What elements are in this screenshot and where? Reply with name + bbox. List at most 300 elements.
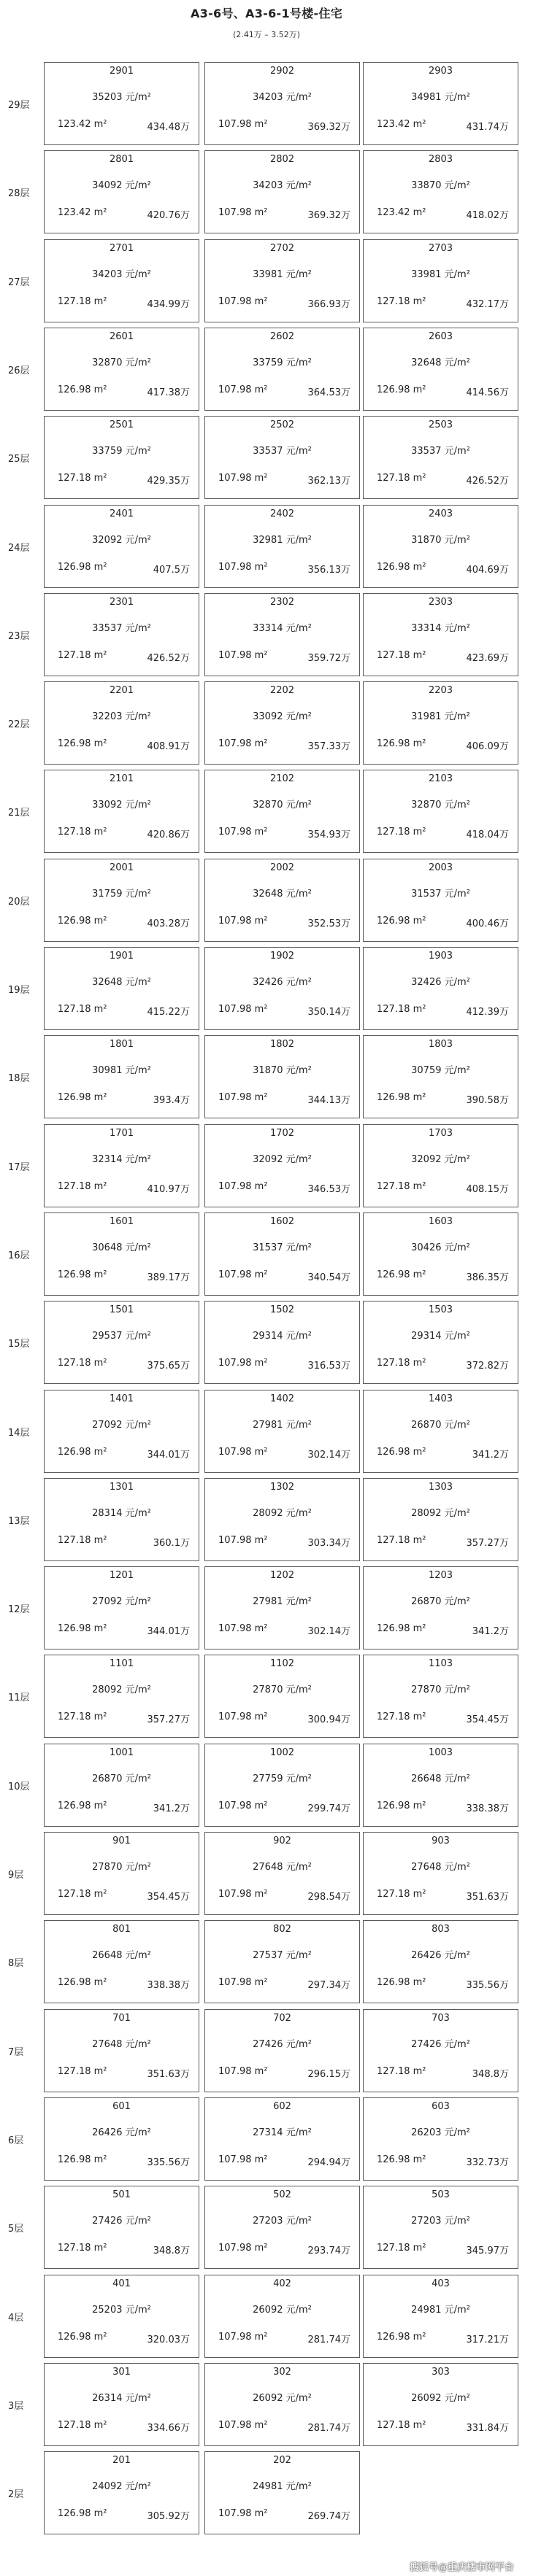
unit-cell[interactable]: [44, 239, 199, 322]
unit-total-price: 293.74万: [307, 2246, 350, 2256]
unit-cell[interactable]: [44, 2097, 199, 2181]
unit-number: 302: [273, 2367, 291, 2378]
floor-row: [0, 1212, 533, 1297]
unit-cell[interactable]: [363, 1301, 518, 1384]
unit-cell[interactable]: [363, 1390, 518, 1473]
unit-cell[interactable]: [204, 1478, 360, 1561]
unit-cell[interactable]: [204, 770, 360, 853]
unit-number: 1303: [428, 1482, 453, 1493]
floor-label: 21层: [8, 808, 30, 819]
unit-total-price: 429.35万: [147, 476, 190, 487]
unit-price: 26092 元/m²: [411, 2393, 470, 2404]
unit-total-price: 302.14万: [307, 1450, 350, 1461]
floor-label: 29层: [8, 100, 30, 111]
floor-label: 13层: [8, 1516, 30, 1527]
unit-area: 107.98 m²: [218, 119, 268, 130]
unit-price: 26203 元/m²: [411, 2127, 470, 2138]
floor-label: 23层: [8, 631, 30, 642]
unit-cell[interactable]: [204, 2097, 360, 2181]
unit-cell[interactable]: [204, 681, 360, 765]
unit-total-price: 418.02万: [466, 210, 509, 221]
unit-number: 403: [432, 2278, 450, 2289]
unit-cell[interactable]: [363, 2097, 518, 2181]
unit-area: 123.42 m²: [377, 207, 426, 218]
unit-area: 107.98 m²: [218, 1535, 268, 1546]
unit-price: 30759 元/m²: [411, 1065, 470, 1076]
unit-cell[interactable]: [44, 1744, 199, 1827]
unit-price: 35203 元/m²: [92, 92, 151, 103]
unit-cell[interactable]: [44, 1301, 199, 1384]
unit-total-price: 316.53万: [307, 1361, 350, 1372]
unit-cell[interactable]: [363, 2363, 518, 2446]
unit-number: 402: [273, 2278, 291, 2289]
unit-cell[interactable]: [204, 328, 360, 411]
unit-total-price: 369.32万: [307, 122, 350, 133]
unit-price: 32981 元/m²: [253, 535, 312, 546]
unit-area: 126.98 m²: [377, 1801, 426, 1811]
unit-cell[interactable]: [204, 150, 360, 233]
unit-number: 2802: [269, 154, 295, 165]
floor-row: [0, 1744, 533, 1828]
unit-cell[interactable]: [204, 239, 360, 322]
floor-row: [0, 2097, 533, 2182]
unit-cell[interactable]: [204, 1655, 360, 1738]
floor-row: [0, 62, 533, 147]
page-title: A3-6号、A3-6-1号楼-住宅: [190, 7, 343, 20]
floor-row: [0, 1655, 533, 1739]
unit-cell[interactable]: [44, 593, 199, 676]
unit-total-price: 348.8万: [153, 2246, 190, 2256]
unit-number: 901: [112, 1836, 131, 1846]
unit-number: 1901: [109, 951, 134, 962]
unit-price: 27092 元/m²: [92, 1420, 151, 1431]
unit-area: 107.98 m²: [218, 2243, 268, 2254]
unit-total-price: 281.74万: [307, 2423, 350, 2434]
unit-total-price: 364.53万: [307, 387, 350, 398]
unit-cell[interactable]: [44, 947, 199, 1030]
unit-cell[interactable]: [204, 62, 360, 145]
unit-area: 127.18 m²: [377, 1004, 426, 1015]
unit-cell[interactable]: [363, 1744, 518, 1827]
unit-area: 127.18 m²: [58, 1711, 107, 1722]
unit-total-price: 386.35万: [466, 1272, 509, 1283]
unit-cell[interactable]: [44, 2451, 199, 2534]
unit-area: 107.98 m²: [218, 1092, 268, 1103]
unit-number: 1402: [269, 1393, 295, 1404]
unit-total-price: 372.82万: [466, 1361, 509, 1372]
unit-price: 34981 元/m²: [411, 92, 470, 103]
unit-area: 126.98 m²: [58, 1801, 107, 1811]
unit-price: 31870 元/m²: [253, 1065, 312, 1076]
unit-total-price: 356.13万: [307, 565, 350, 576]
unit-cell[interactable]: [363, 62, 518, 145]
unit-cell[interactable]: [204, 947, 360, 1030]
unit-area: 107.98 m²: [218, 1977, 268, 1988]
unit-cell[interactable]: [204, 1566, 360, 1649]
unit-cell[interactable]: [363, 2275, 518, 2358]
unit-cell[interactable]: [363, 150, 518, 233]
unit-cell[interactable]: [363, 1566, 518, 1649]
floor-row: [0, 2009, 533, 2094]
unit-total-price: 341.2万: [472, 1450, 509, 1461]
unit-price: 26092 元/m²: [253, 2305, 312, 2316]
unit-cell[interactable]: [363, 1832, 518, 1915]
unit-number: 1801: [109, 1039, 134, 1050]
unit-cell[interactable]: [363, 681, 518, 765]
unit-cell[interactable]: [204, 1035, 360, 1118]
unit-total-price: 412.39万: [466, 1007, 509, 1018]
unit-price: 30981 元/m²: [92, 1065, 151, 1076]
unit-number: 2002: [269, 862, 295, 873]
unit-number: 1003: [428, 1747, 453, 1758]
floor-row: [0, 1478, 533, 1563]
unit-cell[interactable]: [44, 1566, 199, 1649]
unit-cell[interactable]: [44, 1390, 199, 1473]
unit-total-price: 357.33万: [307, 741, 350, 752]
unit-area: 126.98 m²: [58, 562, 107, 573]
unit-area: 127.18 m²: [58, 1181, 107, 1192]
unit-total-price: 408.15万: [466, 1184, 509, 1195]
unit-price: 27203 元/m²: [411, 2216, 470, 2227]
unit-cell[interactable]: [44, 681, 199, 765]
unit-price: 26870 元/m²: [92, 1774, 151, 1784]
unit-area: 107.98 m²: [218, 2508, 268, 2519]
floor-row: [0, 947, 533, 1032]
unit-number: 2003: [428, 862, 453, 873]
unit-total-price: 410.97万: [147, 1184, 190, 1195]
unit-area: 127.18 m²: [58, 1535, 107, 1546]
unit-cell[interactable]: [204, 859, 360, 942]
unit-number: 1603: [428, 1216, 453, 1227]
unit-total-price: 350.14万: [307, 1007, 350, 1018]
unit-price: 26426 元/m²: [92, 2127, 151, 2138]
unit-number: 2202: [269, 685, 295, 696]
unit-price: 33537 元/m²: [411, 446, 470, 457]
unit-area: 126.98 m²: [377, 738, 426, 749]
unit-number: 903: [432, 1836, 450, 1846]
unit-area: 127.18 m²: [377, 2243, 426, 2254]
unit-cell[interactable]: [204, 1301, 360, 1384]
unit-area: 107.98 m²: [218, 2332, 268, 2343]
unit-total-price: 418.04万: [466, 829, 509, 840]
unit-number: 503: [432, 2189, 450, 2200]
unit-price: 33981 元/m²: [411, 269, 470, 280]
unit-area: 126.98 m²: [377, 1447, 426, 1458]
unit-area: 126.98 m²: [58, 1623, 107, 1634]
unit-price: 27537 元/m²: [253, 1950, 312, 1961]
unit-cell[interactable]: [363, 239, 518, 322]
unit-area: 127.18 m²: [377, 1535, 426, 1546]
unit-price: 33759 元/m²: [253, 357, 312, 368]
unit-cell[interactable]: [44, 2009, 199, 2092]
unit-area: 126.98 m²: [58, 2332, 107, 2343]
unit-cell[interactable]: [363, 1035, 518, 1118]
floor-label: 15层: [8, 1339, 30, 1350]
unit-cell[interactable]: [363, 2009, 518, 2092]
unit-cell[interactable]: [204, 2363, 360, 2446]
unit-cell[interactable]: [44, 1655, 199, 1738]
unit-number: 2402: [269, 508, 295, 519]
unit-area: 107.98 m²: [218, 1623, 268, 1634]
unit-number: 2302: [269, 597, 295, 608]
unit-area: 107.98 m²: [218, 650, 268, 661]
unit-total-price: 426.52万: [466, 476, 509, 487]
unit-price: 32870 元/m²: [253, 800, 312, 811]
unit-cell[interactable]: [44, 2363, 199, 2446]
unit-cell[interactable]: [363, 947, 518, 1030]
unit-area: 126.98 m²: [377, 1623, 426, 1634]
unit-number: 801: [112, 1924, 131, 1935]
unit-cell[interactable]: [363, 1124, 518, 1207]
unit-number: 2602: [269, 331, 295, 342]
unit-price: 33314 元/m²: [253, 623, 312, 634]
unit-total-price: 320.03万: [147, 2335, 190, 2345]
unit-price: 31759 元/m²: [92, 889, 151, 900]
unit-area: 127.18 m²: [377, 473, 426, 484]
unit-area: 126.98 m²: [377, 2154, 426, 2165]
unit-price: 27981 元/m²: [253, 1596, 312, 1607]
unit-cell[interactable]: [44, 1212, 199, 1296]
unit-number: 701: [112, 2013, 131, 2024]
floor-label: 4层: [8, 2313, 24, 2324]
unit-number: 2903: [428, 66, 453, 77]
unit-cell[interactable]: [363, 1655, 518, 1738]
floor-row: [0, 1035, 533, 1120]
unit-area: 126.98 m²: [58, 1447, 107, 1458]
floor-label: 14层: [8, 1428, 30, 1439]
unit-area: 126.98 m²: [377, 384, 426, 395]
unit-total-price: 344.13万: [307, 1095, 350, 1106]
unit-price: 32203 元/m²: [92, 711, 151, 722]
unit-cell[interactable]: [204, 1744, 360, 1827]
unit-area: 107.98 m²: [218, 2420, 268, 2431]
unit-total-price: 269.74万: [307, 2511, 350, 2522]
floor-label: 2层: [8, 2489, 24, 2500]
unit-cell[interactable]: [204, 1124, 360, 1207]
unit-number: 2603: [428, 331, 453, 342]
floor-row: [0, 416, 533, 500]
unit-cell[interactable]: [204, 1920, 360, 2003]
unit-total-price: 351.63万: [147, 2069, 190, 2080]
unit-price: 27426 元/m²: [253, 2039, 312, 2050]
unit-cell[interactable]: [363, 859, 518, 942]
unit-number: 1001: [109, 1747, 134, 1758]
unit-cell[interactable]: [44, 62, 199, 145]
unit-area: 127.18 m²: [58, 1004, 107, 1015]
unit-area: 126.98 m²: [58, 2154, 107, 2165]
unit-cell[interactable]: [204, 1212, 360, 1296]
unit-price: 34203 元/m²: [92, 269, 151, 280]
unit-total-price: 403.28万: [147, 918, 190, 929]
unit-cell[interactable]: [204, 505, 360, 588]
unit-area: 126.98 m²: [58, 738, 107, 749]
unit-cell[interactable]: [204, 2186, 360, 2269]
unit-cell[interactable]: [44, 1035, 199, 1118]
unit-cell[interactable]: [363, 593, 518, 676]
floor-label: 17层: [8, 1162, 30, 1173]
unit-number: 2502: [269, 419, 295, 430]
unit-number: 1203: [428, 1570, 453, 1581]
unit-cell[interactable]: [363, 328, 518, 411]
unit-price: 30426 元/m²: [411, 1242, 470, 1253]
unit-price: 28092 元/m²: [253, 1508, 312, 1519]
unit-total-price: 390.58万: [466, 1095, 509, 1106]
unit-cell[interactable]: [204, 2451, 360, 2534]
unit-total-price: 414.56万: [466, 387, 509, 398]
unit-cell[interactable]: [363, 770, 518, 853]
unit-total-price: 317.21万: [466, 2335, 509, 2345]
unit-total-price: 299.74万: [307, 1803, 350, 1814]
unit-total-price: 335.56万: [466, 1980, 509, 1991]
unit-number: 602: [273, 2101, 291, 2112]
unit-number: 2401: [109, 508, 134, 519]
unit-price: 31870 元/m²: [411, 535, 470, 546]
floor-row: [0, 328, 533, 412]
unit-area: 126.98 m²: [58, 916, 107, 927]
floor-label: 5层: [8, 2224, 24, 2235]
unit-price: 28092 元/m²: [92, 1685, 151, 1695]
unit-area: 107.98 m²: [218, 1711, 268, 1722]
unit-cell[interactable]: [204, 2275, 360, 2358]
unit-price: 28092 元/m²: [411, 1508, 470, 1519]
unit-area: 123.42 m²: [58, 119, 107, 130]
unit-cell[interactable]: [363, 1920, 518, 2003]
unit-cell[interactable]: [44, 1920, 199, 2003]
unit-number: 1102: [269, 1658, 295, 1669]
floor-row: [0, 859, 533, 943]
unit-area: 126.98 m²: [58, 384, 107, 395]
unit-price: 33092 元/m²: [92, 800, 151, 811]
unit-price: 27870 元/m²: [253, 1685, 312, 1695]
unit-total-price: 354.45万: [466, 1714, 509, 1725]
unit-cell[interactable]: [363, 2186, 518, 2269]
unit-price: 27092 元/m²: [92, 1596, 151, 1607]
unit-price: 26870 元/m²: [411, 1596, 470, 1607]
unit-price: 33537 元/m²: [92, 623, 151, 634]
floor-row: [0, 2451, 533, 2536]
unit-area: 127.18 m²: [377, 2066, 426, 2077]
unit-total-price: 375.65万: [147, 1361, 190, 1372]
unit-cell[interactable]: [363, 416, 518, 499]
unit-total-price: 331.84万: [466, 2423, 509, 2434]
floor-row: [0, 150, 533, 235]
floor-label: 9层: [8, 1870, 24, 1881]
floor-row: [0, 593, 533, 678]
unit-total-price: 341.2万: [153, 1803, 190, 1814]
unit-cell[interactable]: [204, 2009, 360, 2092]
unit-cell[interactable]: [44, 150, 199, 233]
unit-total-price: 341.2万: [472, 1626, 509, 1637]
unit-cell[interactable]: [363, 505, 518, 588]
unit-area: 107.98 m²: [218, 1358, 268, 1369]
unit-number: 2203: [428, 685, 453, 696]
unit-cell[interactable]: [44, 328, 199, 411]
unit-number: 603: [432, 2101, 450, 2112]
unit-number: 2501: [109, 419, 134, 430]
unit-cell[interactable]: [44, 1124, 199, 1207]
unit-total-price: 302.14万: [307, 1626, 350, 1637]
unit-price: 27870 元/m²: [92, 1862, 151, 1873]
unit-number: 1501: [109, 1304, 134, 1315]
unit-total-price: 332.73万: [466, 2157, 509, 2168]
unit-area: 107.98 m²: [218, 2066, 268, 2077]
unit-cell[interactable]: [363, 1212, 518, 1296]
unit-area: 107.98 m²: [218, 562, 268, 573]
unit-cell[interactable]: [44, 416, 199, 499]
unit-number: 1602: [269, 1216, 295, 1227]
unit-price: 32648 元/m²: [253, 889, 312, 900]
unit-cell[interactable]: [204, 416, 360, 499]
floor-row: [0, 1390, 533, 1474]
floor-row: [0, 1124, 533, 1209]
unit-number: 1103: [428, 1658, 453, 1669]
unit-total-price: 369.32万: [307, 210, 350, 221]
unit-area: 107.98 m²: [218, 1269, 268, 1280]
unit-cell[interactable]: [204, 593, 360, 676]
unit-price: 32648 元/m²: [92, 977, 151, 988]
unit-total-price: 340.54万: [307, 1272, 350, 1283]
unit-number: 2101: [109, 773, 134, 784]
unit-total-price: 297.34万: [307, 1980, 350, 1991]
unit-cell[interactable]: [44, 2275, 199, 2358]
unit-number: 201: [112, 2455, 131, 2466]
unit-cell[interactable]: [363, 1478, 518, 1561]
unit-total-price: 348.8万: [472, 2069, 509, 2080]
unit-cell[interactable]: [44, 1478, 199, 1561]
unit-area: 127.18 m²: [58, 296, 107, 307]
floor-label: 8层: [8, 1958, 24, 1969]
unit-number: 2001: [109, 862, 134, 873]
floor-label: 26层: [8, 365, 30, 376]
unit-cell[interactable]: [44, 859, 199, 942]
unit-number: 902: [273, 1836, 291, 1846]
unit-price: 27203 元/m²: [253, 2216, 312, 2227]
unit-price: 27648 元/m²: [411, 1862, 470, 1873]
unit-total-price: 346.53万: [307, 1184, 350, 1195]
unit-area: 107.98 m²: [218, 738, 268, 749]
unit-total-price: 404.69万: [466, 565, 509, 576]
unit-number: 2803: [428, 154, 453, 165]
unit-price: 33981 元/m²: [253, 269, 312, 280]
floor-label: 20层: [8, 897, 30, 908]
floor-row: [0, 2275, 533, 2359]
floor-row: [0, 770, 533, 854]
unit-total-price: 434.48万: [147, 122, 190, 133]
unit-area: 127.18 m²: [58, 2066, 107, 2077]
unit-number: 1002: [269, 1747, 295, 1758]
unit-price: 32648 元/m²: [411, 357, 470, 368]
unit-number: 1601: [109, 1216, 134, 1227]
unit-cell[interactable]: [204, 1390, 360, 1473]
unit-cell[interactable]: [204, 1832, 360, 1915]
unit-number: 703: [432, 2013, 450, 2024]
unit-price: 34092 元/m²: [92, 180, 151, 191]
unit-cell[interactable]: [44, 505, 199, 588]
floor-row: [0, 1832, 533, 1916]
unit-price: 31981 元/m²: [411, 711, 470, 722]
floor-label: 7层: [8, 2047, 24, 2058]
unit-area: 127.18 m²: [377, 650, 426, 661]
unit-area: 123.42 m²: [58, 207, 107, 218]
unit-number: 1803: [428, 1039, 453, 1050]
unit-cell[interactable]: [44, 1832, 199, 1915]
unit-number: 502: [273, 2189, 291, 2200]
unit-cell[interactable]: [44, 770, 199, 853]
unit-area: 127.18 m²: [377, 827, 426, 838]
unit-price: 32426 元/m²: [253, 977, 312, 988]
unit-cell[interactable]: [44, 2186, 199, 2269]
unit-total-price: 345.97万: [466, 2246, 509, 2256]
